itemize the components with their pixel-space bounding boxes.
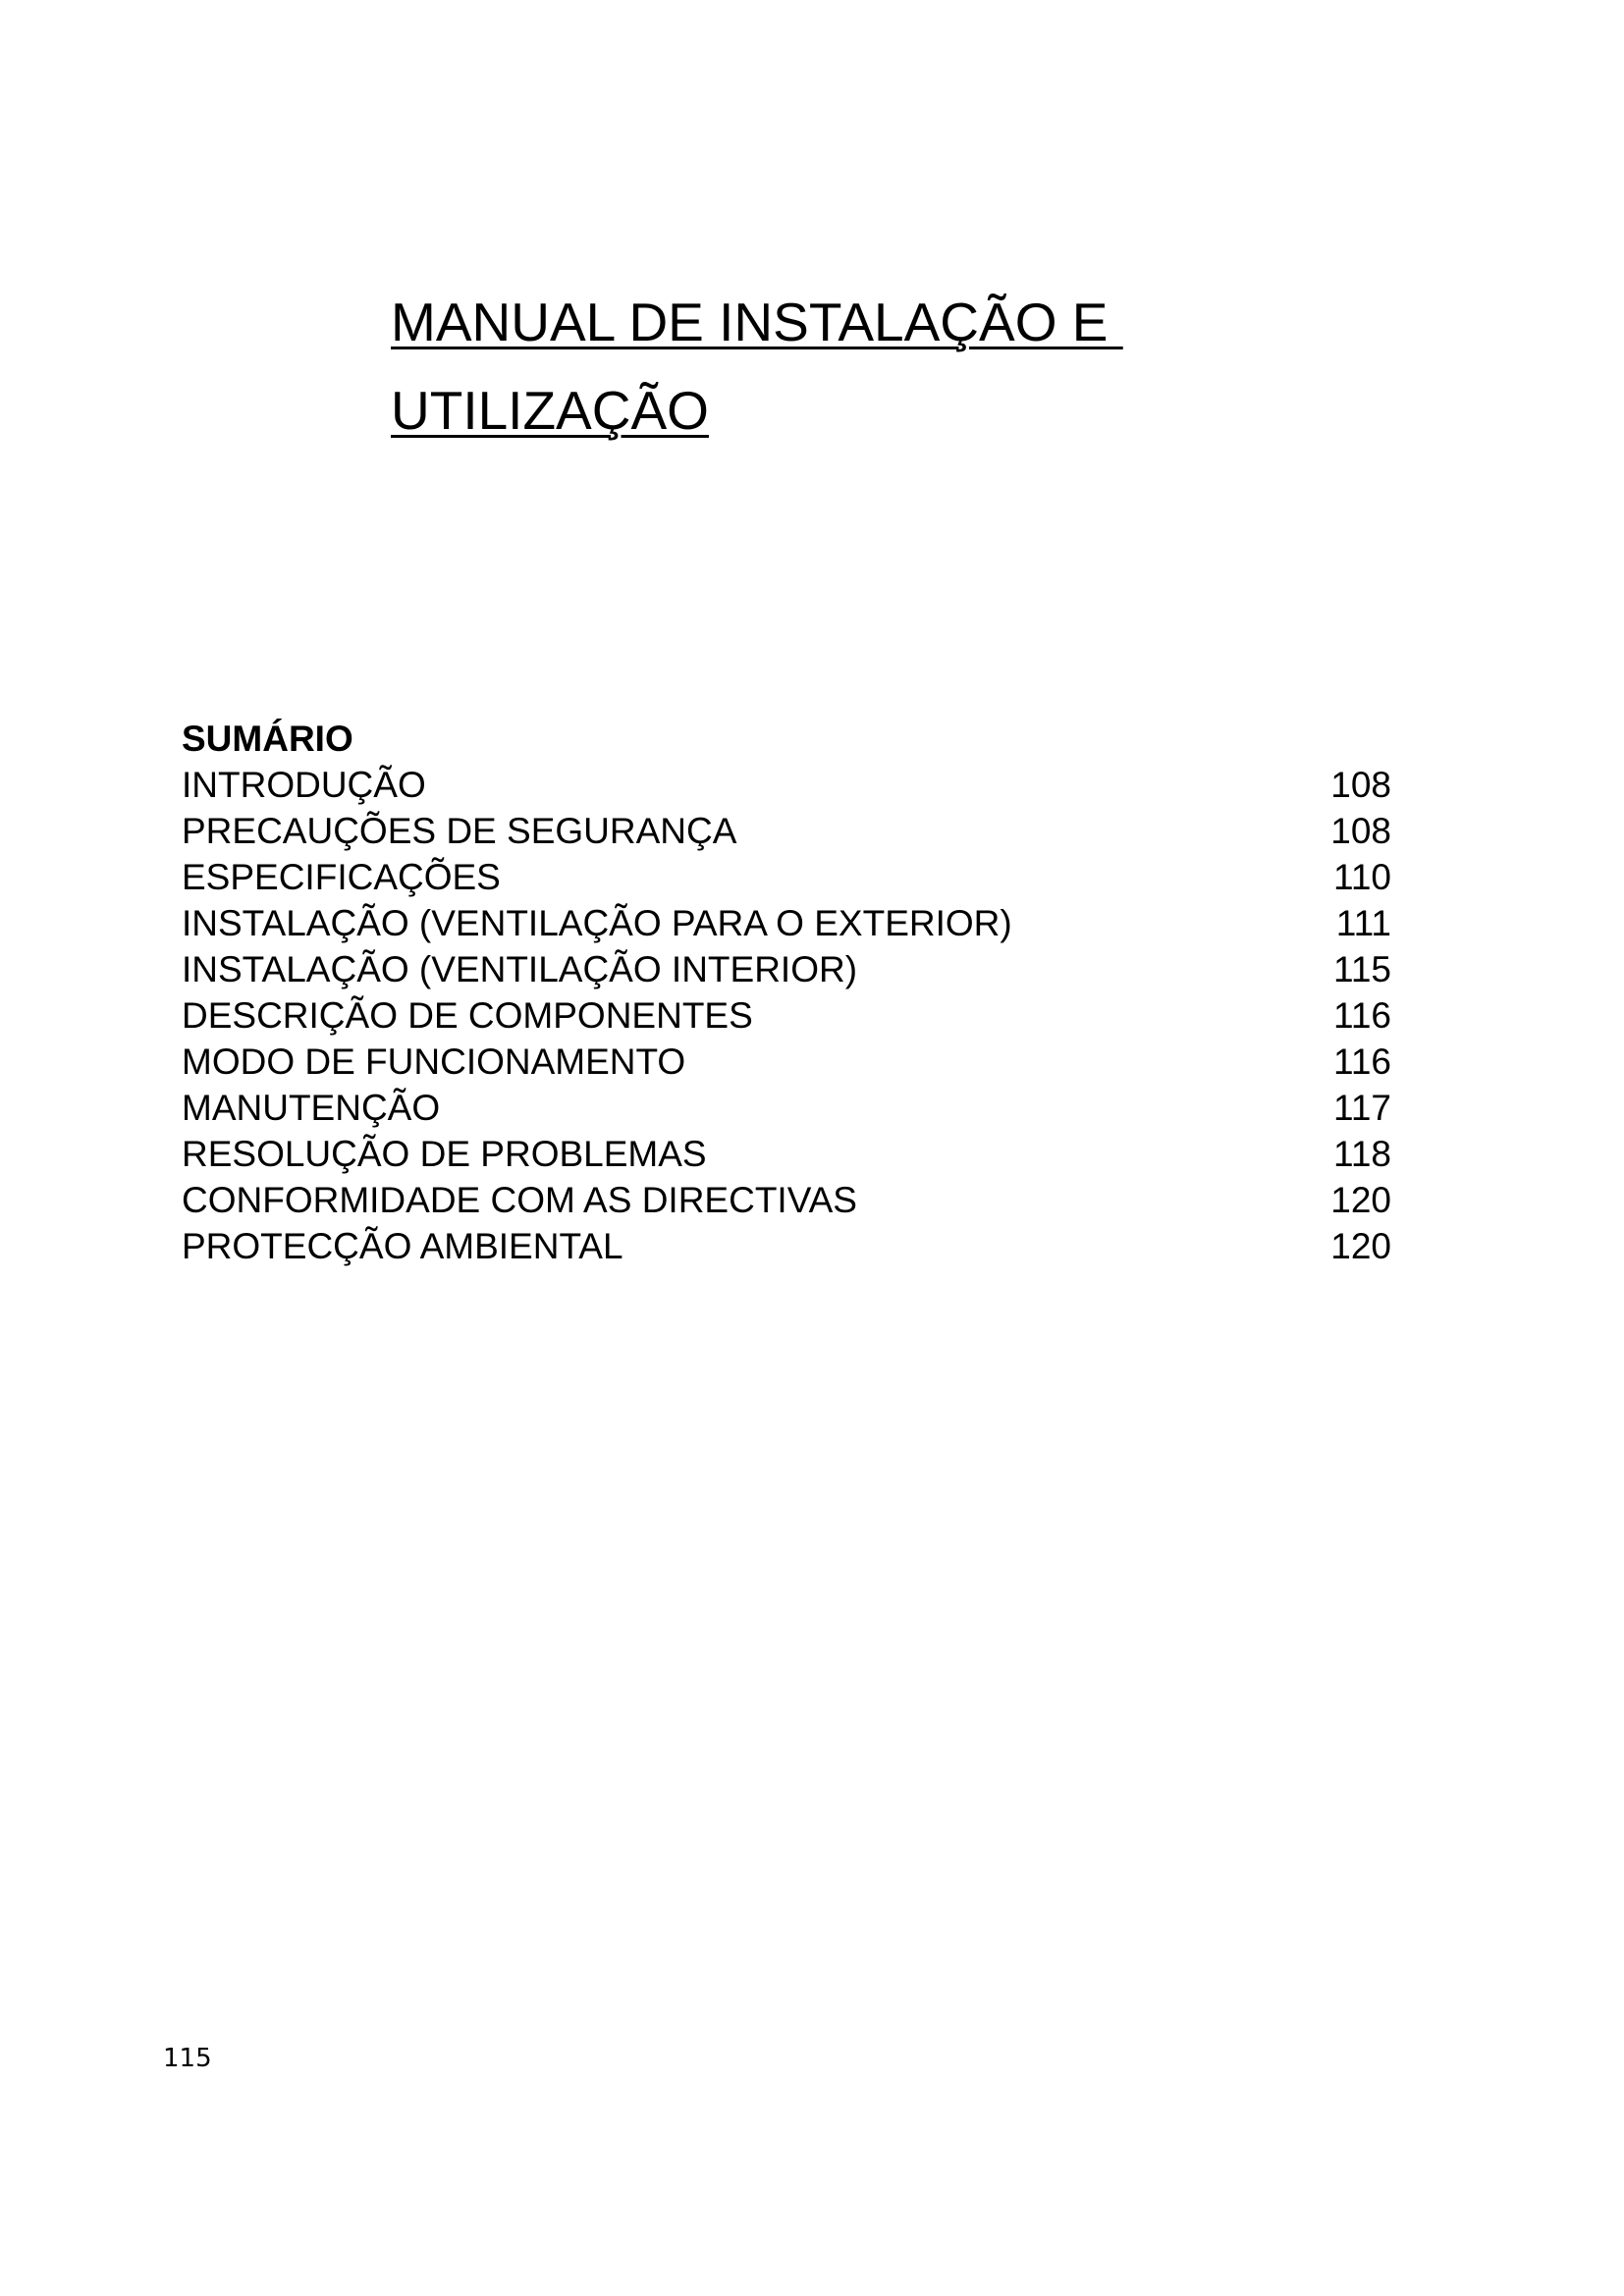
toc-entry-label: DESCRIÇÃO DE COMPONENTES (182, 995, 753, 1036)
toc-entry-page: 116 (1333, 995, 1391, 1036)
toc-entry-label: PRECAUÇÕES DE SEGURANÇA (182, 811, 737, 851)
toc-heading: SUMÁRIO (182, 719, 353, 759)
document-title (391, 278, 1274, 454)
toc-entry-label: MANUTENÇÃO (182, 1088, 441, 1128)
toc-entry (182, 1131, 1391, 1177)
toc-entry (182, 1039, 1391, 1085)
title-line-2 (391, 366, 1274, 454)
toc-entry-label: ESPECIFICAÇÕES (182, 857, 501, 897)
toc-entry-label: INTRODUÇÃO (182, 765, 426, 805)
toc-entry (182, 1223, 1391, 1269)
toc-entry (182, 946, 1391, 992)
title-line-1-text: MANUAL DE INSTALAÇÃO E (391, 292, 1123, 352)
toc-entry-label: INSTALAÇÃO (VENTILAÇÃO INTERIOR) (182, 949, 858, 989)
toc-entry-page: 110 (1333, 857, 1391, 897)
toc-entry-label: MODO DE FUNCIONAMENTO (182, 1041, 686, 1082)
toc-entry-page: 108 (1330, 811, 1391, 851)
toc-entry-page: 115 (1333, 949, 1391, 989)
toc-entry-label: PROTECÇÃO AMBIENTAL (182, 1226, 623, 1266)
table-of-contents (182, 716, 1391, 1269)
toc-entry (182, 992, 1391, 1039)
toc-entry-page: 116 (1333, 1041, 1391, 1082)
toc-entry (182, 900, 1391, 946)
toc-entry-label: INSTALAÇÃO (VENTILAÇÃO PARA O EXTERIOR) (182, 903, 1012, 943)
toc-entry-page: 108 (1330, 765, 1391, 805)
title-line-1 (391, 278, 1274, 366)
toc-entry (182, 762, 1391, 808)
page-number: 115 (163, 2044, 212, 2073)
toc-entry (182, 1177, 1391, 1223)
toc-entry-page: 118 (1333, 1134, 1391, 1174)
toc-entry-page: 120 (1330, 1226, 1391, 1266)
toc-entry-page: 117 (1333, 1088, 1391, 1128)
toc-entry-page: 120 (1330, 1180, 1391, 1220)
toc-entry (182, 1085, 1391, 1131)
toc-list (182, 762, 1391, 1269)
title-line-2-text: UTILIZAÇÃO (391, 380, 709, 441)
toc-entry-page: 111 (1335, 903, 1391, 943)
toc-entry (182, 854, 1391, 900)
toc-entry-label: RESOLUÇÃO DE PROBLEMAS (182, 1134, 707, 1174)
toc-entry-label: CONFORMIDADE COM AS DIRECTIVAS (182, 1180, 857, 1220)
toc-entry (182, 808, 1391, 854)
